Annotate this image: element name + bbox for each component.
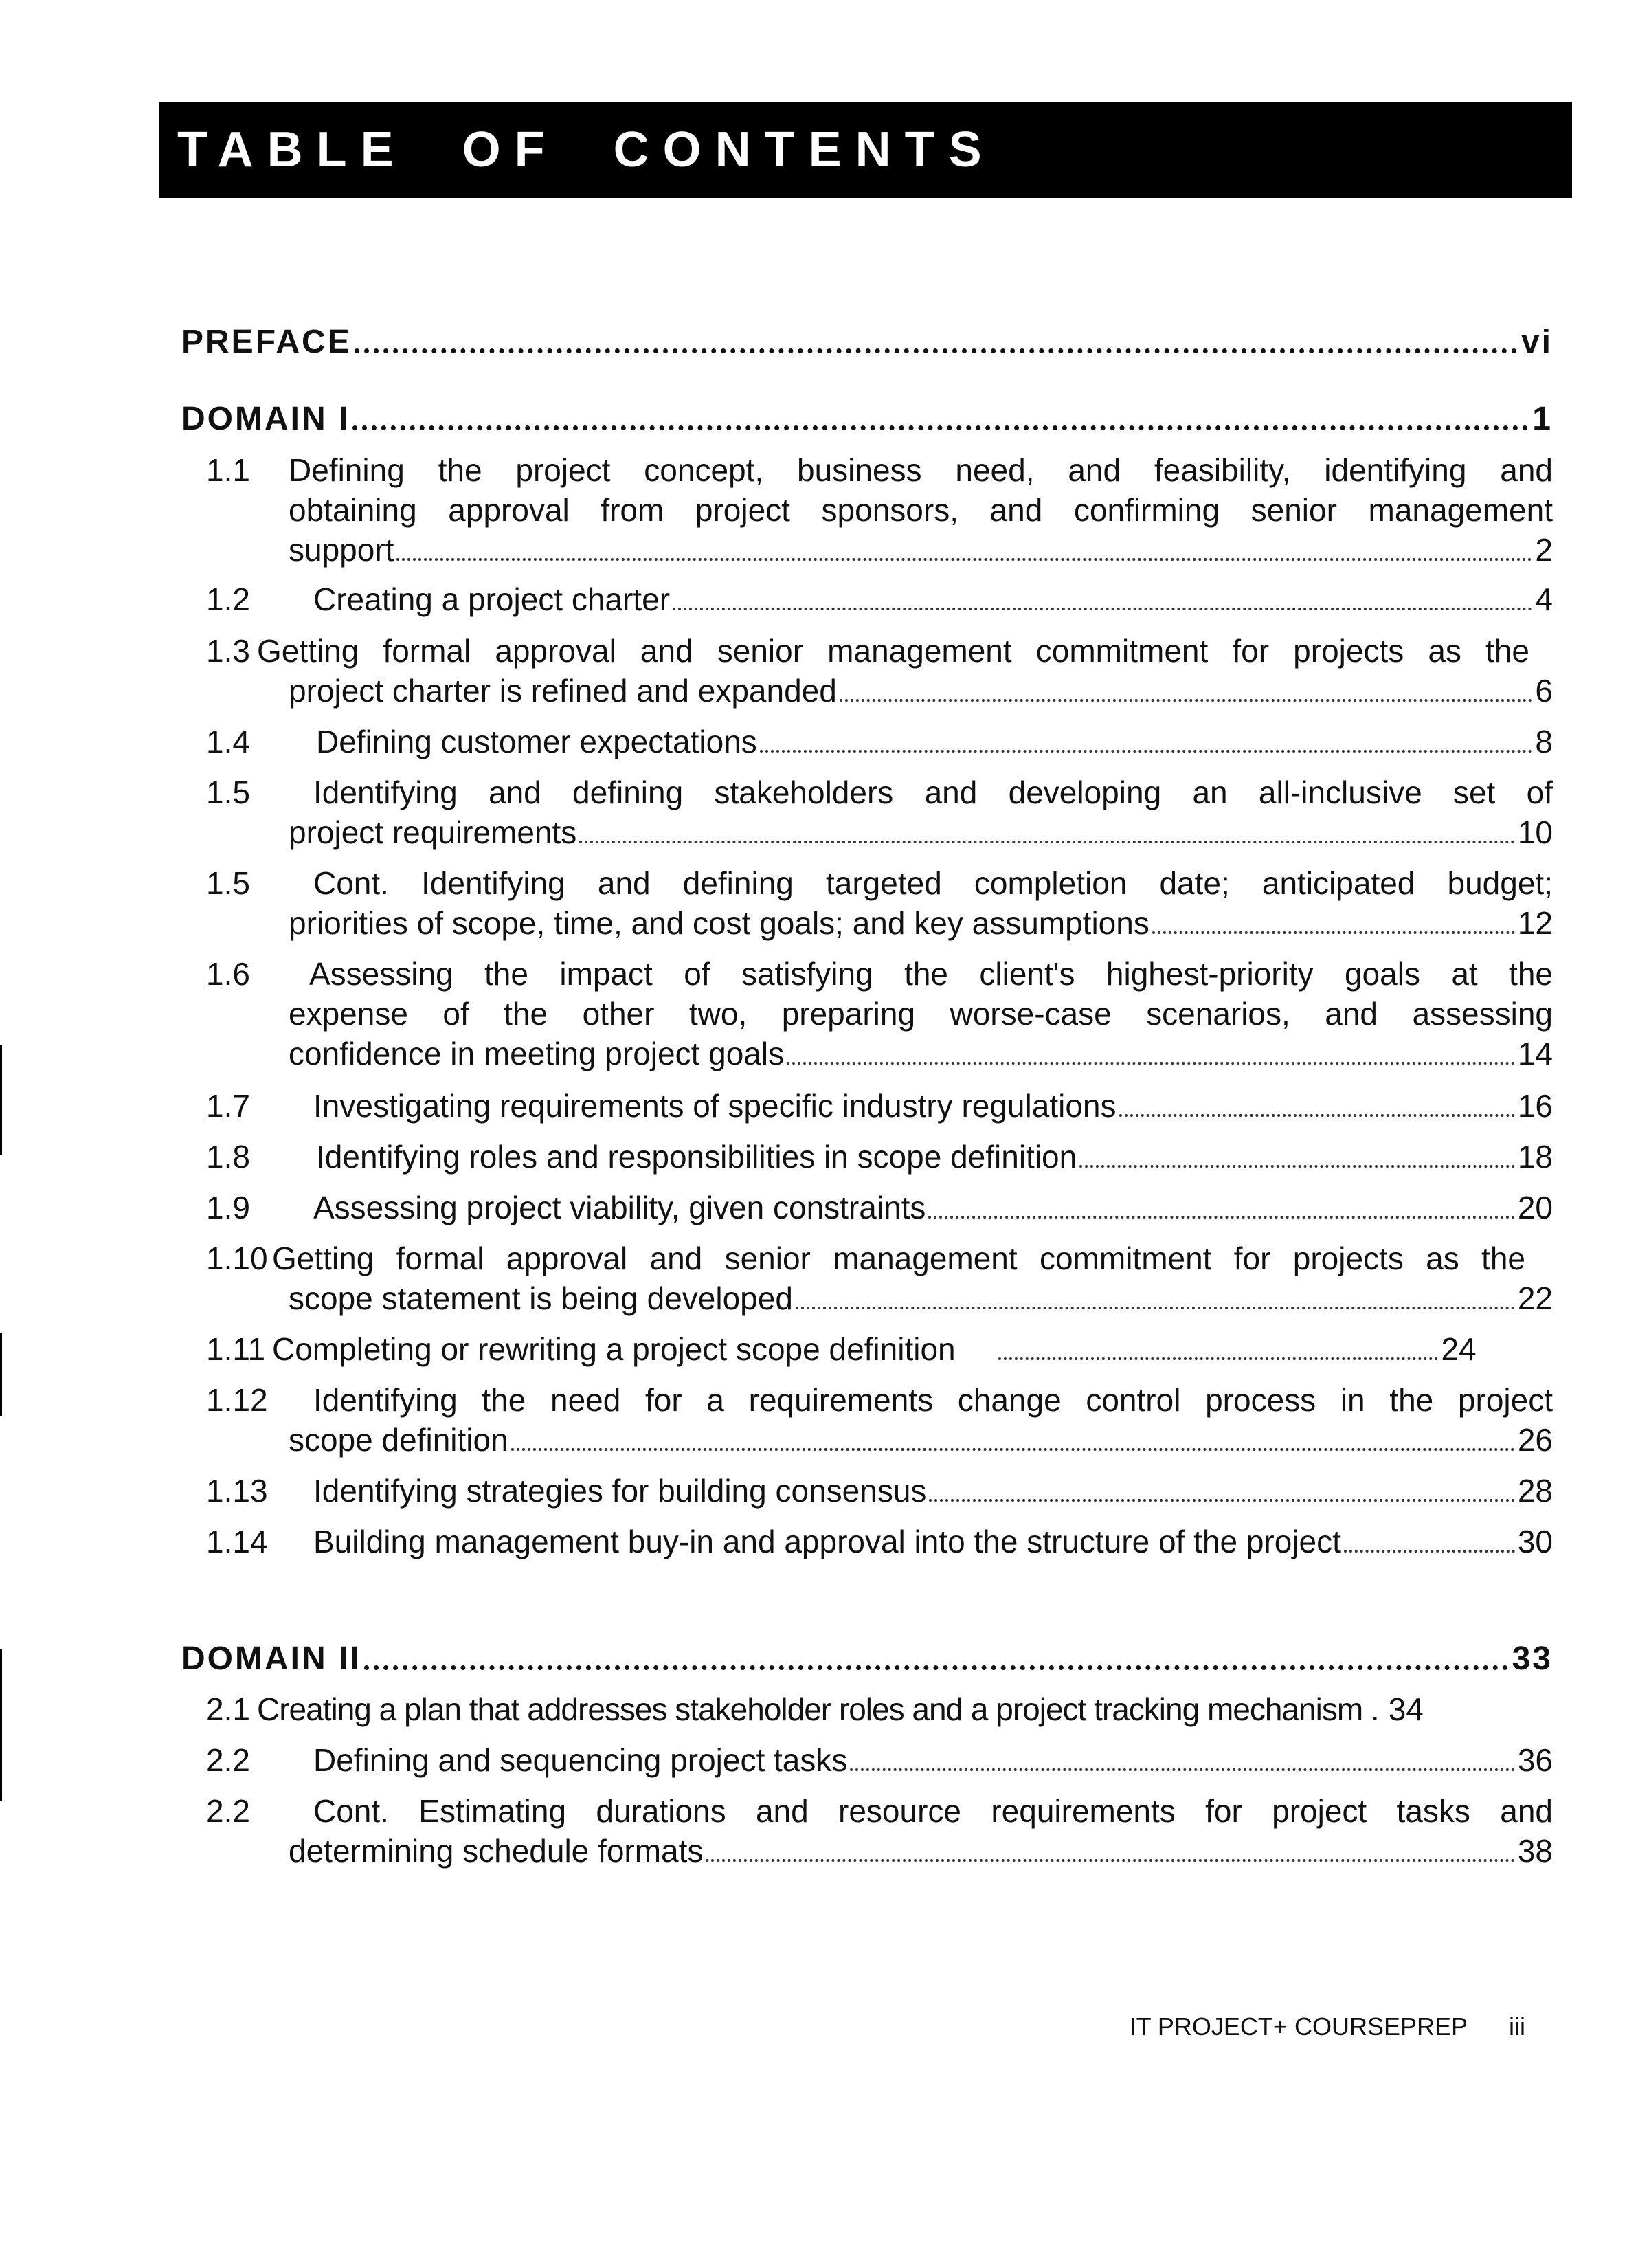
dot-leader <box>760 750 1533 753</box>
item-text: Investigating requirements of specific industry regulations <box>313 1088 1117 1124</box>
item-text: Identifying strategies for building consensus <box>313 1473 927 1509</box>
item-page: 28 <box>1517 1473 1553 1509</box>
heading-label: PREFACE <box>181 324 352 360</box>
item-number: 1.2 <box>206 581 250 617</box>
dot-leader <box>840 699 1533 702</box>
dot-leader <box>1152 931 1515 934</box>
item-number: 1.14 <box>206 1524 268 1559</box>
item-text: Assessing project viability, given constraints <box>313 1190 926 1225</box>
toc-item[interactable] <box>181 1522 1553 1561</box>
toc-heading-domain-1[interactable] <box>181 400 1553 438</box>
toc-item[interactable] <box>181 1329 1553 1369</box>
toc-item[interactable] <box>181 1380 1553 1460</box>
heading-label: DOMAIN I <box>181 401 350 437</box>
item-page: 14 <box>1517 1036 1553 1071</box>
item-text: expense of the other two, preparing worse-case scenarios, and assessing <box>289 996 1553 1032</box>
heading-label: DOMAIN II <box>181 1641 361 1677</box>
dot-leader <box>850 1768 1514 1771</box>
item-number: 1.5 <box>206 775 250 810</box>
item-text: priorities of scope, time, and cost goals; and key assumptions <box>289 905 1149 941</box>
toc-item[interactable] <box>181 450 1553 570</box>
scan-margin-mark <box>0 1649 2 1801</box>
item-page: 24 <box>1441 1331 1477 1367</box>
dot-leader <box>355 348 1517 353</box>
item-page: 26 <box>1517 1422 1553 1458</box>
dot-leader <box>706 1859 1514 1862</box>
dot-leader <box>928 1216 1514 1219</box>
item-page: 6 <box>1535 673 1553 709</box>
item-page: 36 <box>1517 1742 1553 1778</box>
toc-item[interactable] <box>181 1689 1553 1729</box>
item-page: 12 <box>1517 905 1553 941</box>
dot-leader <box>1119 1114 1515 1117</box>
scan-margin-mark <box>0 1045 2 1155</box>
item-number: 2.1 <box>206 1691 250 1727</box>
page-footer <box>1130 2012 1525 2041</box>
dot-leader <box>511 1448 1515 1451</box>
dot-leader <box>1079 1165 1515 1168</box>
heading-page: 1 <box>1532 401 1553 437</box>
item-text: Identifying and defining stakeholders and developing an all-inclusive set of <box>313 775 1553 810</box>
item-text: Getting formal approval and senior management commitment for projects as the <box>257 633 1529 669</box>
item-page: 34 <box>1388 1691 1424 1727</box>
dot-leader <box>787 1062 1515 1065</box>
heading-page: vi <box>1521 324 1553 360</box>
dot-leader <box>364 1665 1508 1670</box>
item-number: 1.4 <box>206 724 250 759</box>
dot-leader <box>998 1357 1439 1360</box>
item-number: 1.5 <box>206 865 250 901</box>
dot-leader <box>579 841 1515 843</box>
item-number: 1.13 <box>206 1473 268 1509</box>
item-page: 16 <box>1517 1088 1553 1124</box>
scan-margin-mark <box>0 1333 2 1416</box>
toc-heading-preface[interactable] <box>181 323 1553 362</box>
toc-item[interactable] <box>181 772 1553 852</box>
item-text: scope definition <box>289 1422 508 1458</box>
item-number: 1.7 <box>206 1088 250 1124</box>
dot-leader <box>396 558 1532 561</box>
item-text: Cont. Estimating durations and resource requirements for project tasks and <box>313 1793 1553 1829</box>
item-text: Identifying roles and responsibilities in scope definition <box>316 1139 1077 1175</box>
footer-page-number: iii <box>1509 2012 1525 2041</box>
item-text: Building management buy-in and approval into the structure of the project <box>313 1524 1341 1559</box>
toc-item[interactable] <box>181 1471 1553 1511</box>
dot-leader <box>796 1307 1515 1309</box>
item-page: 30 <box>1517 1524 1553 1559</box>
toc-item[interactable] <box>181 954 1553 1074</box>
dot-leader <box>1344 1550 1515 1553</box>
item-text: Defining customer expectations <box>316 724 757 759</box>
item-page: 22 <box>1517 1280 1553 1316</box>
item-text: Defining and sequencing project tasks <box>313 1742 848 1778</box>
item-number: 1.1 <box>206 452 250 488</box>
item-number: 1.11 <box>206 1331 266 1367</box>
toc-item[interactable] <box>181 863 1553 943</box>
item-text: Getting formal approval and senior management commitment for projects as the <box>272 1241 1525 1276</box>
item-number: 1.3 <box>206 633 250 669</box>
item-page: 38 <box>1517 1833 1553 1869</box>
item-text: Completing or rewriting a project scope definition <box>272 1331 956 1367</box>
item-text: Assessing the impact of satisfying the client's highest-priority goals at the <box>309 956 1553 992</box>
item-text: support <box>289 532 394 568</box>
toc-item[interactable] <box>181 1086 1553 1126</box>
item-page: 8 <box>1535 724 1553 759</box>
item-text: confidence in meeting project goals <box>289 1036 785 1071</box>
item-number: 2.2 <box>206 1742 250 1778</box>
item-text: obtaining approval from project sponsors, and confirming senior management <box>289 492 1553 528</box>
item-number: 2.2 <box>206 1793 250 1829</box>
dot-leader <box>673 608 1532 610</box>
item-number: 1.12 <box>206 1382 268 1418</box>
item-number: 1.6 <box>206 956 250 992</box>
toc-item[interactable] <box>181 1188 1553 1227</box>
item-text: Defining the project concept, business need, and feasibility, identifying and <box>289 452 1553 488</box>
item-number: 1.9 <box>206 1190 250 1225</box>
item-number: 1.8 <box>206 1139 250 1175</box>
dot-leader <box>352 425 1528 430</box>
item-number: 1.10 <box>206 1241 268 1276</box>
item-text: Creating a project charter <box>313 581 671 617</box>
toc-item[interactable] <box>181 722 1553 761</box>
toc-item[interactable] <box>181 1740 1553 1780</box>
footer-title: IT PROJECT+ COURSEPREP <box>1129 2012 1468 2041</box>
item-page: 20 <box>1517 1190 1553 1225</box>
item-page: 18 <box>1517 1139 1553 1175</box>
toc-item[interactable] <box>181 579 1553 619</box>
item-text: Cont. Identifying and defining targeted completion date; anticipated budget; <box>313 865 1553 901</box>
item-text: determining schedule formats <box>289 1833 704 1869</box>
toc-list <box>181 0 1553 1993</box>
page-title: TABLE OF CONTENTS <box>177 122 996 177</box>
item-text: scope statement is being developed <box>289 1280 793 1316</box>
item-page: 10 <box>1517 814 1553 850</box>
toc-heading-domain-2[interactable] <box>181 1640 1553 1678</box>
item-page: 2 <box>1535 532 1553 568</box>
item-text: Identifying the need for a requirements change control process in the project <box>313 1382 1553 1418</box>
toc-item[interactable] <box>181 1791 1553 1871</box>
item-text: project requirements <box>289 814 577 850</box>
item-text: project charter is refined and expanded <box>289 673 837 709</box>
toc-item[interactable] <box>181 631 1553 711</box>
item-text: Creating a plan that addresses stakeholder roles and a project tracking mechanism . <box>257 1691 1379 1727</box>
heading-page: 33 <box>1512 1641 1553 1677</box>
toc-item[interactable] <box>181 1238 1553 1318</box>
item-page: 4 <box>1535 581 1553 617</box>
dot-leader <box>929 1499 1514 1502</box>
toc-item[interactable] <box>181 1137 1553 1177</box>
